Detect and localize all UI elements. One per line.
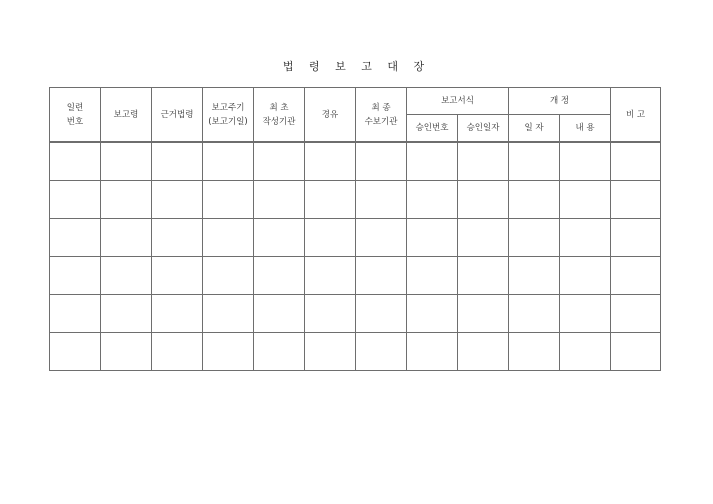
table-cell[interactable] (101, 295, 152, 333)
report-register-table (49, 87, 661, 371)
table-cell[interactable] (560, 219, 611, 257)
table-cell[interactable] (458, 142, 509, 181)
table-cell[interactable] (407, 142, 458, 181)
table-cell[interactable] (305, 219, 356, 257)
table-cell[interactable] (101, 181, 152, 219)
table-cell[interactable] (254, 257, 305, 295)
document-title: 법 령 보 고 대 장 (282, 60, 431, 73)
table-cell[interactable] (254, 219, 305, 257)
table-cell[interactable] (203, 257, 254, 295)
table-cell[interactable] (407, 181, 458, 219)
header-first-author: 최 초 작성기관 (254, 88, 305, 143)
table-row (50, 257, 661, 295)
table-cell[interactable] (254, 333, 305, 371)
table-cell[interactable] (203, 142, 254, 181)
table-cell[interactable] (458, 181, 509, 219)
table-cell[interactable] (407, 295, 458, 333)
table-cell[interactable] (152, 333, 203, 371)
table-cell[interactable] (356, 333, 407, 371)
table-cell[interactable] (203, 219, 254, 257)
header-serial-no: 일련 번호 (50, 88, 101, 143)
table-cell[interactable] (203, 333, 254, 371)
header-report-cycle: 보고주기 (보고기일) (203, 88, 254, 143)
table-cell[interactable] (305, 181, 356, 219)
table-cell[interactable] (509, 257, 560, 295)
table-cell[interactable] (254, 295, 305, 333)
table-row (50, 333, 661, 371)
table-cell[interactable] (458, 295, 509, 333)
table-cell[interactable] (50, 219, 101, 257)
header-approval-no: 승인번호 (407, 115, 458, 143)
table-cell[interactable] (611, 181, 661, 219)
header-final-receiver: 최 종 수보기관 (356, 88, 407, 143)
table-cell[interactable] (152, 295, 203, 333)
table-cell[interactable] (305, 295, 356, 333)
table-cell[interactable] (458, 333, 509, 371)
table-cell[interactable] (458, 257, 509, 295)
table-cell[interactable] (560, 333, 611, 371)
table-cell[interactable] (50, 257, 101, 295)
table-cell[interactable] (152, 219, 203, 257)
table-cell[interactable] (560, 181, 611, 219)
table-cell[interactable] (305, 142, 356, 181)
table-cell[interactable] (101, 142, 152, 181)
table-cell[interactable] (560, 295, 611, 333)
table-cell[interactable] (50, 181, 101, 219)
table-cell[interactable] (305, 257, 356, 295)
table-cell[interactable] (458, 219, 509, 257)
table-cell[interactable] (254, 181, 305, 219)
table-cell[interactable] (509, 181, 560, 219)
table-row (50, 295, 661, 333)
table-row (50, 181, 661, 219)
header-remarks: 비 고 (611, 88, 661, 143)
table-cell[interactable] (203, 295, 254, 333)
table-cell[interactable] (611, 295, 661, 333)
table-cell[interactable] (407, 219, 458, 257)
table-cell[interactable] (611, 257, 661, 295)
header-via: 경유 (305, 88, 356, 143)
table-cell[interactable] (101, 219, 152, 257)
table-row (50, 219, 661, 257)
header-report-name: 보고령 (101, 88, 152, 143)
table-cell[interactable] (560, 257, 611, 295)
table-cell[interactable] (356, 295, 407, 333)
table-cell[interactable] (509, 295, 560, 333)
table-cell[interactable] (611, 219, 661, 257)
table-cell[interactable] (356, 219, 407, 257)
table-row (50, 142, 661, 181)
header-revision-date: 일 자 (509, 115, 560, 143)
table-cell[interactable] (50, 142, 101, 181)
table-cell[interactable] (254, 142, 305, 181)
table-cell[interactable] (50, 333, 101, 371)
table-cell[interactable] (152, 257, 203, 295)
table-cell[interactable] (356, 181, 407, 219)
header-legal-basis: 근거법령 (152, 88, 203, 143)
table-cell[interactable] (611, 333, 661, 371)
header-approval-date: 승인일자 (458, 115, 509, 143)
table-cell[interactable] (101, 257, 152, 295)
table-cell[interactable] (407, 333, 458, 371)
table-cell[interactable] (509, 142, 560, 181)
table-cell[interactable] (407, 257, 458, 295)
header-revision: 개 정 (509, 88, 611, 115)
table-cell[interactable] (356, 257, 407, 295)
table-cell[interactable] (509, 333, 560, 371)
table-cell[interactable] (356, 142, 407, 181)
table-cell[interactable] (560, 142, 611, 181)
table-cell[interactable] (203, 181, 254, 219)
table-cell[interactable] (152, 142, 203, 181)
header-report-format: 보고서식 (407, 88, 509, 115)
table-cell[interactable] (50, 295, 101, 333)
table-cell[interactable] (305, 333, 356, 371)
table-cell[interactable] (509, 219, 560, 257)
table-cell[interactable] (611, 142, 661, 181)
table-cell[interactable] (101, 333, 152, 371)
table-cell[interactable] (152, 181, 203, 219)
header-revision-content: 내 용 (560, 115, 611, 143)
